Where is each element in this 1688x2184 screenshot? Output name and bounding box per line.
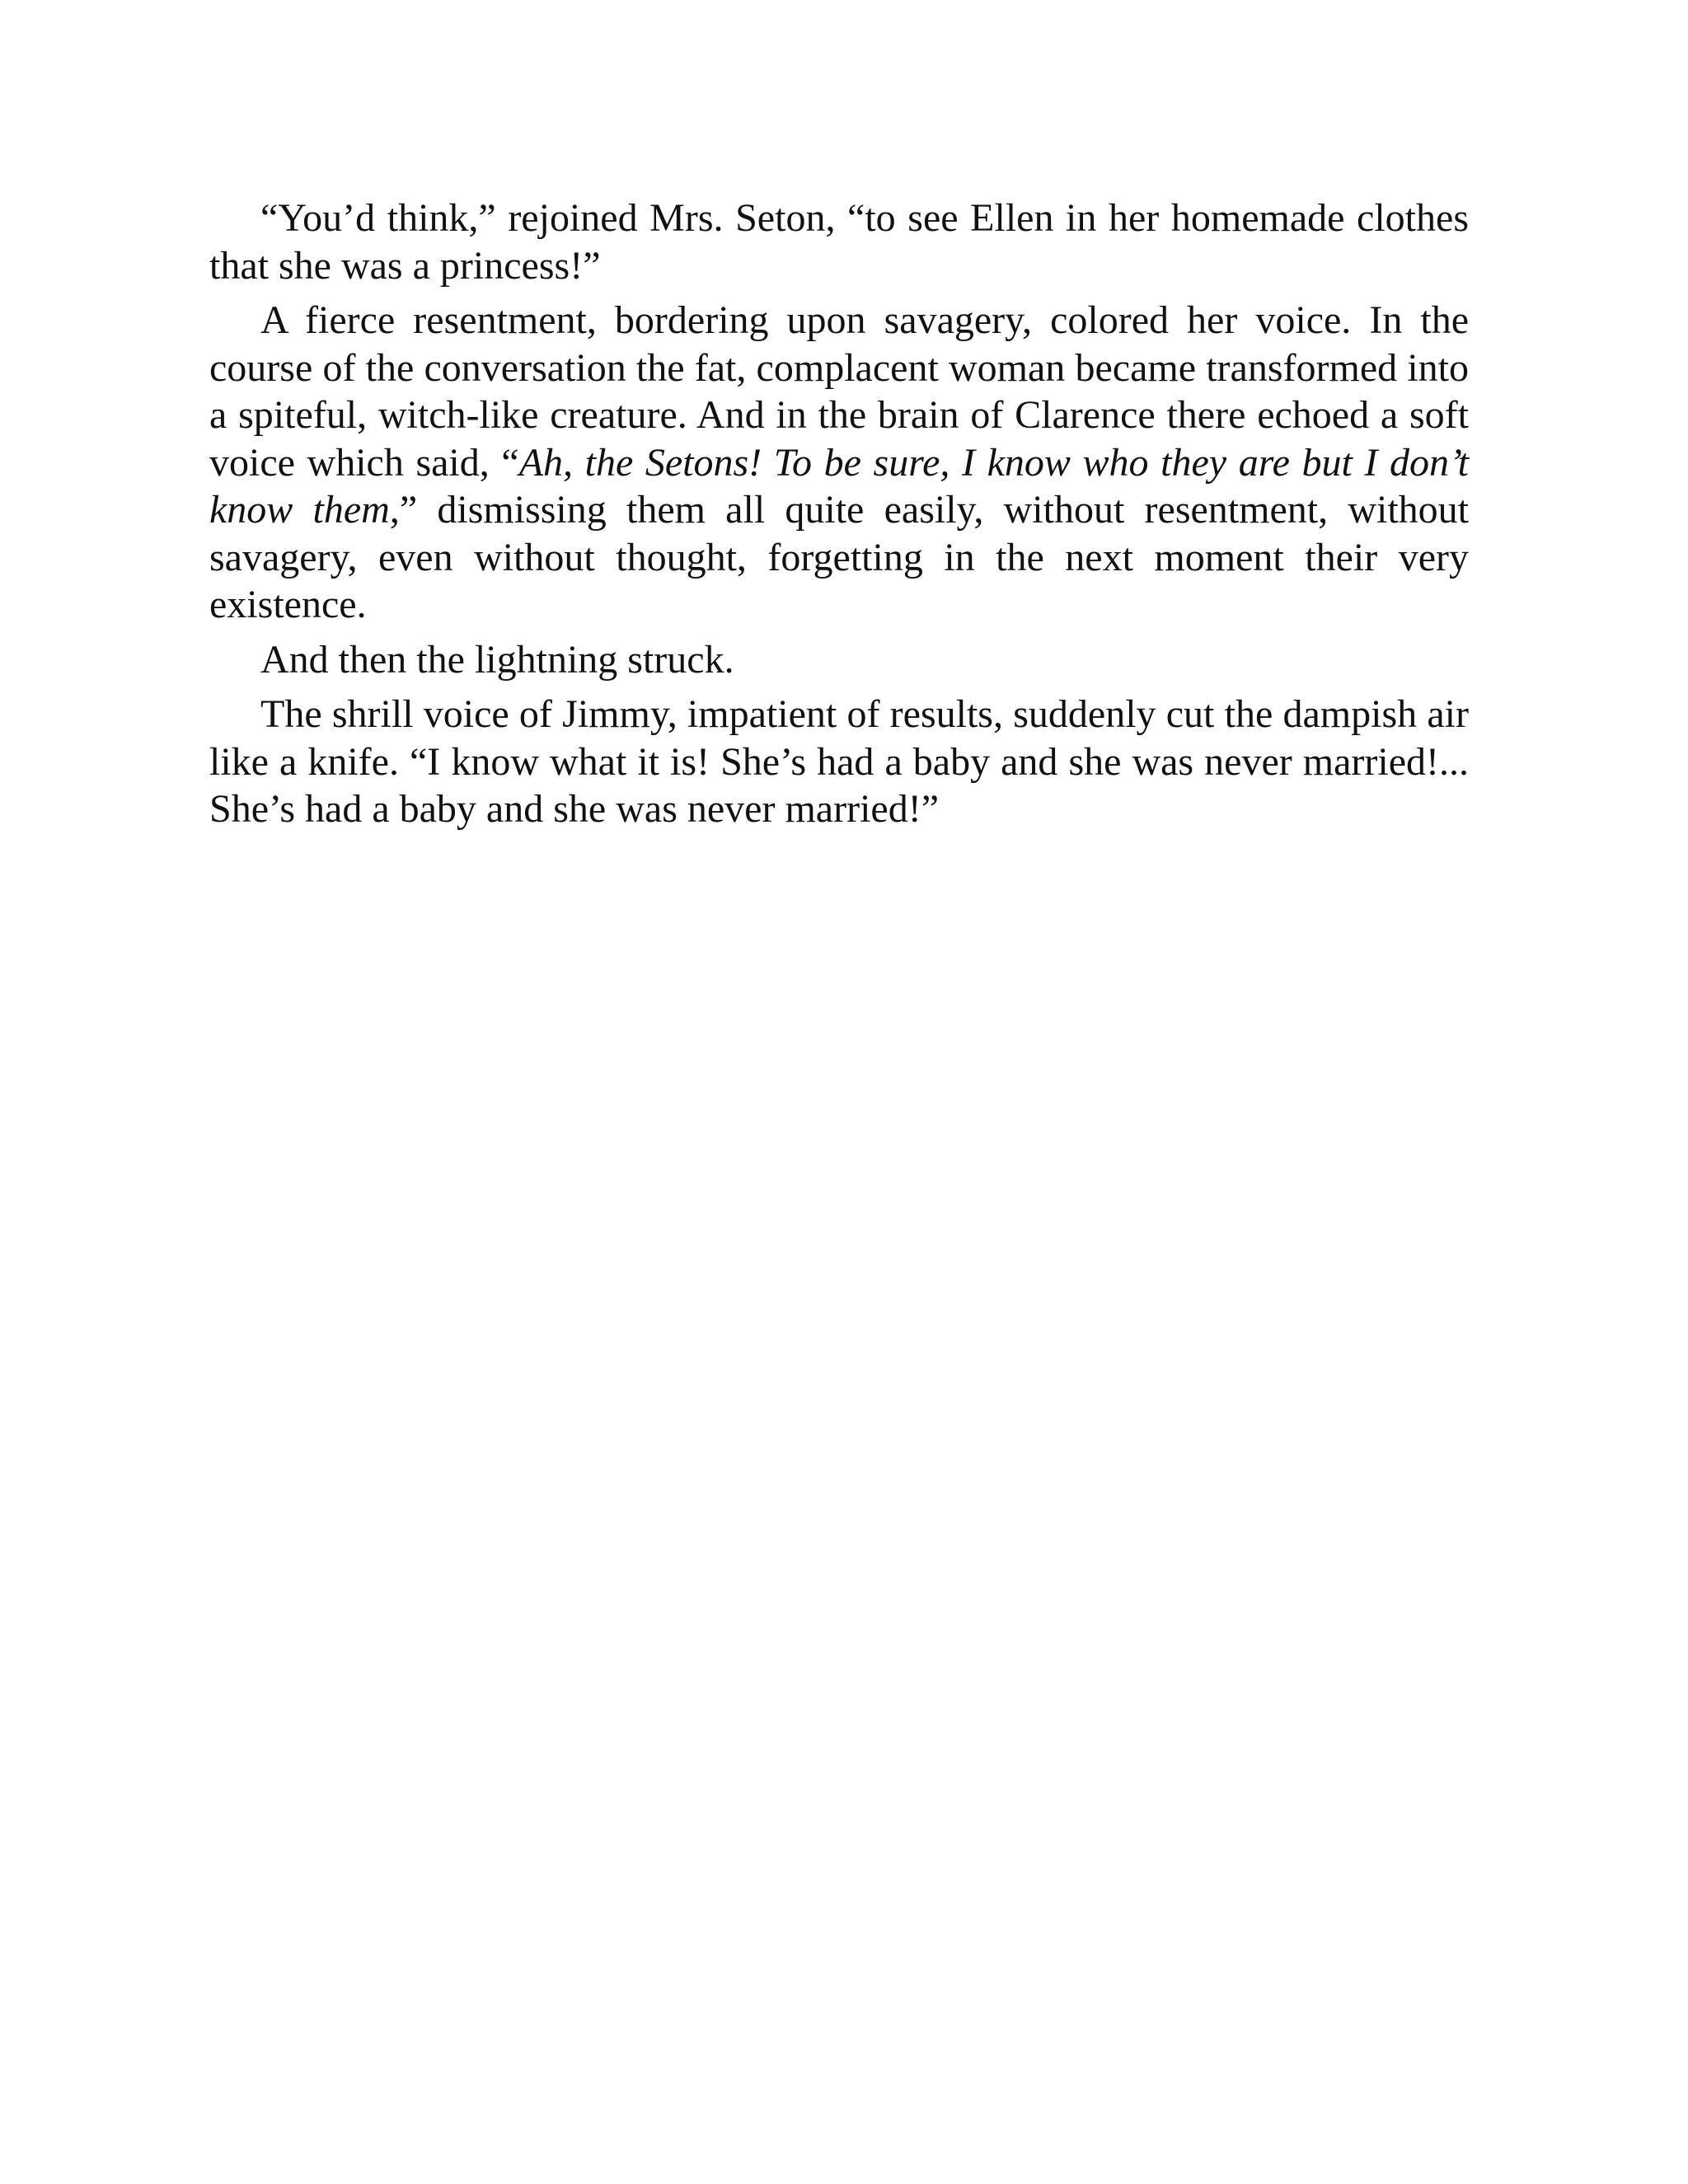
paragraph-4 <box>209 691 1469 833</box>
paragraph-4-text: The shrill voice of Jimmy, impatient of results, suddenly cut the dampish air like a knife. “I know what it is! She’s had a baby and she was never married!... She’s had a baby and she was never married!” <box>209 692 1469 831</box>
paragraph-2 <box>209 297 1469 629</box>
page-body <box>209 194 1469 841</box>
paragraph-1-text: “You’d think,” rejoined Mrs. Seton, “to see Ellen in her homemade clothes that she was a princess!” <box>209 196 1469 288</box>
paragraph-2-text-before: A fierce resentment, bordering upon savagery, colored her voice. In the course of the conversation the fat, complacent woman became transformed into a spiteful, witch-like creature. And in the brain of Clarence there echoed a soft voice which said, “ <box>209 298 1469 485</box>
paragraph-2-italic-quote: Ah, the Setons! To be sure, I know who they are but I don’t know them <box>209 440 1470 532</box>
paragraph-3-text: And then the lightning struck. <box>260 637 734 682</box>
paragraph-2-text-after: ,” dismissing them all quite easily, without resentment, without savagery, even without thought, forgetting in the next moment their very existence. <box>209 488 1470 626</box>
paragraph-3 <box>209 636 1469 684</box>
paragraph-1 <box>209 194 1469 289</box>
